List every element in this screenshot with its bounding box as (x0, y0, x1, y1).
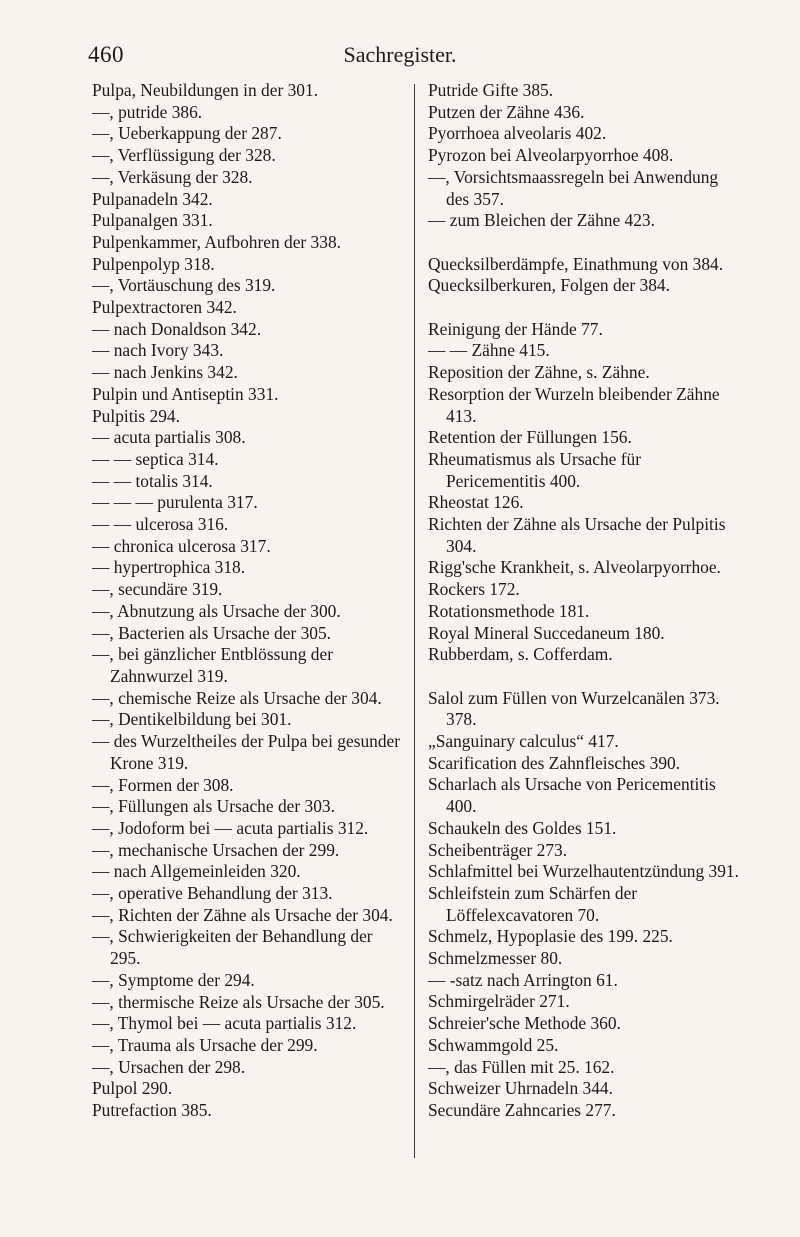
index-entry: Scarification des Zahnfleisches 390. (428, 752, 681, 773)
index-entry: Pulpenpolyp 318. (92, 253, 215, 274)
index-entry: Pulpenkammer, Aufbohren der 338. (92, 231, 341, 252)
index-entry: Quecksilberkuren, Folgen der 384. (428, 275, 670, 296)
index-entry: Pulpol 290. (92, 1078, 173, 1099)
index-entry: Pyorrhoea alveolaris 402. (428, 123, 607, 144)
index-entry: Schreier'sche Methode 360. (428, 1013, 621, 1034)
index-entry: —, Jodoform bei — acuta partialis 312. (92, 817, 369, 838)
index-entry: — — septica 314. (92, 448, 219, 469)
index-entry: Rubberdam, s. Cofferdam. (428, 644, 613, 665)
index-entry: Schmelz, Hypoplasie des 199. 225. (428, 926, 673, 947)
index-entry: — — — purulenta 317. (92, 492, 258, 513)
index-entry: —, chemische Reize als Ursache der 304. (92, 687, 382, 708)
index-entry: Reinigung der Hände 77. (428, 318, 603, 339)
index-entry: —, Ursachen der 298. (92, 1056, 246, 1077)
index-column-left (92, 80, 402, 1122)
index-entry: Pulpa, Neubildungen in der 301. (92, 80, 319, 100)
index-entry: Pulpanalgen 331. (92, 210, 213, 231)
index-entry: — nach Donaldson 342. (92, 318, 262, 339)
index-entry: —, Verkäsung der 328. (92, 166, 253, 187)
index-entry: Secundäre Zahncaries 277. (428, 1100, 616, 1120)
index-entry: —, Richten der Zähne als Ursache der 304. (92, 904, 393, 925)
index-entry: — — ulcerosa 316. (92, 514, 229, 535)
index-entry: Scharlach als Ursache von Pericementitis 400. (428, 774, 716, 817)
index-entry: Pulpitis 294. (92, 405, 180, 426)
index-entry: Pulpextractoren 342. (92, 297, 237, 318)
index-entry: —, Bacterien als Ursache der 305. (92, 622, 332, 643)
index-entry: Schwammgold 25. (428, 1034, 559, 1055)
index-entry: Putride Gifte 385. (428, 80, 554, 100)
index-entry: Salol zum Füllen von Wurzelcanälen 373. 378. (428, 687, 720, 730)
letter-group-gap (428, 232, 744, 254)
index-entry: —, mechanische Ursachen der 299. (92, 839, 340, 860)
index-entry: Rockers 172. (428, 579, 520, 600)
index-entry: Putzen der Zähne 436. (428, 101, 585, 122)
running-head: Sachregister. (343, 42, 457, 67)
index-entry: Schweizer Uhrnadeln 344. (428, 1078, 613, 1099)
index-entry: Rheumatismus als Ursache für Pericementitis 400. (428, 448, 641, 491)
index-entry: Royal Mineral Succedaneum 180. (428, 622, 665, 643)
index-entry: Pulpin und Antiseptin 331. (92, 383, 279, 404)
index-column-right (428, 80, 744, 1122)
index-entry: —, Schwierigkeiten der Behandlung der 295. (92, 926, 373, 969)
index-entry: Pulpanadeln 342. (92, 188, 213, 209)
index-entry: —, putride 386. (92, 101, 203, 122)
index-entry: — chronica ulcerosa 317. (92, 535, 271, 556)
index-entry: — des Wurzeltheiles der Pulpa bei gesunder Krone 319. (92, 731, 401, 773)
page-number: 460 (88, 42, 124, 67)
index-entry: Schaukeln des Goldes 151. (428, 817, 617, 838)
index-entry: — nach Jenkins 342. (92, 362, 238, 383)
index-entry: — — Zähne 415. (428, 340, 550, 361)
index-entry: —, Ueberkappung der 287. (92, 123, 282, 144)
index-entry: Schlafmittel bei Wurzelhautentzündung 391. (428, 861, 739, 882)
index-entry: —, Thymol bei — acuta partialis 312. (92, 1013, 357, 1034)
column-divider (414, 84, 415, 1158)
index-entry: — zum Bleichen der Zähne 423. (428, 210, 655, 231)
index-entry: —, das Füllen mit 25. 162. (428, 1056, 615, 1077)
index-entry: „Sanguinary calculus“ 417. (428, 731, 619, 752)
index-entry: — nach Ivory 343. (92, 340, 224, 361)
index-entry: Retention der Füllungen 156. (428, 427, 632, 448)
index-entry: —, Trauma als Ursache der 299. (92, 1034, 318, 1055)
index-entry: — acuta partialis 308. (92, 427, 246, 448)
index-entry: Putrefaction 385. (92, 1100, 212, 1121)
index-entry: Quecksilberdämpfe, Einathmung von 384. (428, 253, 724, 274)
index-entry: Rotationsmethode 181. (428, 600, 590, 621)
letter-group-gap (428, 297, 744, 319)
index-entry: Schleifstein zum Schärfen der Löffelexcavatoren 70. (428, 882, 638, 925)
index-entry: Schmirgelräder 271. (428, 991, 570, 1012)
index-entry: —, thermische Reize als Ursache der 305. (92, 991, 385, 1012)
index-entry: — — totalis 314. (92, 470, 213, 491)
index-entry: Scheibenträger 273. (428, 839, 568, 860)
index-entry: Schmelzmesser 80. (428, 948, 563, 969)
index-entry: —, operative Behandlung der 313. (92, 883, 333, 904)
index-entry: —, Formen der 308. (92, 774, 234, 795)
index-entry: —, secundäre 319. (92, 579, 223, 600)
index-entry: —, Vortäuschung des 319. (92, 275, 276, 296)
index-entry: —, bei gänzlicher Entblössung der Zahnwurzel 319. (92, 644, 333, 686)
index-entry: Pyrozon bei Alveolarpyorrhoe 408. (428, 145, 674, 166)
index-entry: — -satz nach Arrington 61. (428, 969, 618, 990)
index-entry: —, Dentikelbildung bei 301. (92, 709, 292, 730)
index-entry: — hypertrophica 318. (92, 557, 246, 578)
index-entry: Reposition der Zähne, s. Zähne. (428, 362, 650, 383)
index-entry: Resorption der Wurzeln bleibender Zähne 413. (428, 383, 720, 426)
index-entry: — nach Allgemeinleiden 320. (92, 861, 301, 882)
index-entry: Rheostat 126. (428, 492, 524, 513)
index-entry: —, Vorsichtsmaassregeln bei Anwendung des 357. (428, 166, 719, 209)
index-entry: —, Symptome der 294. (92, 969, 255, 990)
index-entry: Richten der Zähne als Ursache der Pulpitis 304. (428, 514, 726, 556)
index-entry: —, Verflüssigung der 328. (92, 145, 276, 166)
index-entry: Rigg'sche Krankheit, s. Alveolarpyorrhoe. (428, 557, 721, 578)
index-entry: —, Abnutzung als Ursache der 300. (92, 600, 341, 621)
index-entry: —, Füllungen als Ursache der 303. (92, 796, 335, 817)
letter-group-gap (428, 666, 744, 688)
